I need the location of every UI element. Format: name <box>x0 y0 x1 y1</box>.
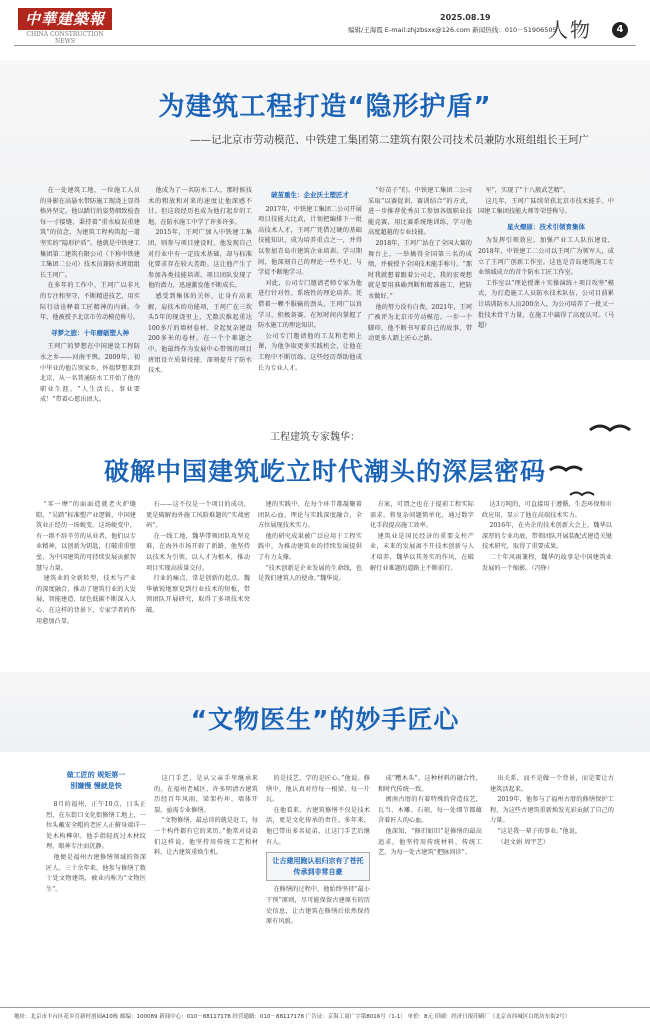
article1-column-3 <box>258 186 362 372</box>
article2-kicker: 工程建筑专家魏华： <box>270 432 360 443</box>
article2-column-4 <box>370 500 474 660</box>
paragraph: “好苗子”们。中铁建工集团二公司采取“以赛促训、赛训结合”的方式，进一步推荐优秀员工参加各级职业技能竞赛，用比赛系统地训练，学习他高度超越的专业技能。 <box>368 187 472 237</box>
article2-column-2 <box>146 500 250 660</box>
section-title: 人物 <box>548 18 592 42</box>
paragraph: 成“糟木头”，这种材料的融合性，和时代传统一致。 <box>378 775 482 793</box>
paragraph: 在一线工地，魏华带领团队攻坚克难，在海外市场开辟了新路，他坚持以技术为引领、以人才为根本，推动项目实现高质量交付。 <box>146 532 250 572</box>
article1-headline: 为建筑工程打造“隐形护盾” <box>158 92 492 122</box>
paragraph: “这是我一辈子的事业。”他说。 <box>497 827 582 835</box>
paragraph: 闽南古厝的有着特殊的营造技艺，瓦当、木雕、石刻，每一处细节都蕴含着匠人的心血。 <box>378 796 482 825</box>
bird-icon <box>570 493 594 496</box>
article3-column-3 <box>266 774 370 998</box>
paragraph: “技术创新是企业发展的生命线，也是我们建筑人的使命。”魏华说。 <box>258 564 362 583</box>
article1-subhead-3: 星火燎原：技术引领育集体 <box>507 222 585 231</box>
paragraph: 石——这不仅是一个项目的成功，更是破解海外施工风险难题的“实战密码”。 <box>146 501 250 530</box>
page-number: 4 <box>612 22 628 38</box>
paragraph: 军”，实现了“十八般武艺精”。 <box>485 187 570 194</box>
paragraph: 他深知，“修旧如旧”是修缮的最高追求，他坚持用传统材料、传统工艺，为每一处古建筑“把脉问诊”。 <box>378 827 482 857</box>
article3-column-5 <box>490 774 614 998</box>
paragraph: 这门手艺，是从父亲手里继承来的。在福州老城区，许多明清古建筑历经百年风雨，梁架朽坏、墙体开裂，亟需专业修缮。 <box>154 775 258 814</box>
paragraph: “文物修缮，最忌讳的就是赶工，每一个构件都有它的来历。”他常对徒弟们这样说。他坚持用传统工艺和材料，让古建筑重焕生机。 <box>154 817 258 857</box>
paragraph: 王珂广的梦想在中国建设工程防水之乡——河南平舆。2009年，初中毕业的他告别家乡，怀揣梦想来到北京，从一名普通防水工开始了他的职业生涯。“人生活长，事业要成！”带着心愿出团大。 <box>40 343 140 404</box>
article1-subhead-1: 寻梦之旅：十年磨砺塑人神 <box>51 328 129 337</box>
article1-subhead-2: 破茧重生：企业沃土塑匠才 <box>271 191 349 199</box>
paragraph: 出关系，而不是做一个背景，而是要让古建筑活起来。 <box>490 775 614 793</box>
paragraph: 在一处建筑工地，一位施工人员的身影在高悬水带防施工现浇上显得格外坚定。他以踏行的姿势细致检查每一寸接缝，秉持着“重水痕误重建筑”的信念，为建筑工程构筑起一道坚实的“隐形护盾”。他就是中铁建工集团第二建筑有限公司（下称中铁建工集团二公司）技术员兼防水班组组长王珂广。 <box>40 187 140 279</box>
bird-icon <box>590 426 630 430</box>
article2-column-1 <box>36 500 136 660</box>
paragraph: 2017年，中铁建工集团二公司开展项目技能大比武，计划把编排下一批高技术人才，王珂广凭借过硬的基础技能知识，成为培养重点之一，并得以参加青岛市建筑企业培训。学习期间，他深刻自己的理论一些不足，与学徒不断地学习。 <box>258 205 362 277</box>
paragraph: 对此，公司专门邀请老师专家为他进行针对性、系统性的理论培养。凭借着一颗不服输的劲头，王珂广以真学习、积极备赛、在短时间内掌握了防水施工的理论知识。 <box>258 279 362 330</box>
article3-headline: “文物医生”的妙手匠心 <box>190 705 460 734</box>
paragraph: 的是技艺，学的是匠心。”他说。修缮中，他认真对待每一根梁、每一片瓦。 <box>266 775 370 804</box>
masthead-rule <box>14 45 636 46</box>
paragraph: 建筑业的全新转型，技术与产业的深度融合，推动了建筑行业的大发展，智能建造、绿色低碳不断深入人心，在这样的背景下，专家学者的作用愈加凸显。 <box>36 575 136 625</box>
article1-column-1 <box>40 186 140 404</box>
paragraph: 方案，可谓之也在于提前工程实际需求，将复杂问题简单化，通过数字化手段提高施工效率。 <box>370 501 474 530</box>
article3-highlight-quote: 让古建用跑认祖归宗有了苍托 传承到非常自豪 <box>266 852 370 881</box>
article3-column-2 <box>154 774 258 998</box>
article2-column-3 <box>258 500 362 660</box>
newspaper-logo: 中華建築報 <box>18 8 112 30</box>
paragraph: 他成为了一名防水工人，那时候技术的粗放和对来的速度让他深感不甘。但这段经历也成为他打起步的工地，在防水施工中学了许多许多。 <box>148 187 252 226</box>
article1-column-5 <box>478 186 614 341</box>
paragraph: 2016年，在央企的技术创新大会上，魏华以深厚的专业功底，带领团队开展装配式建造关键技术研究，取得了重要成果。 <box>482 522 612 551</box>
article1-subtitle: ——记北京市劳动模范、中铁建工集团第二建筑有限公司技术员兼防水班组组长王珂广 <box>190 134 589 146</box>
article3-column-4 <box>378 774 482 998</box>
paragraph: 2015年，王珂广加入中铁建工集团，则参与项目建设时，他发现自己对行业中有一定技术基础，却与标准化要求存在较大差距。这让他产生了参加各类技能培训。项目团队发现了他的潜力，迅速激发他不断成长。 <box>148 229 252 290</box>
paragraph: “零一摩”的面面造就老火炉缝隙，“吴踏”标准塑产业逻辑，中国建筑业正经历一场蜕变。这场蜕变中，有一群不辞辛劳的从业者，他们以专业精神，以创新为钥匙，打破重重壁垒，为中国建筑的可持续发展贡献智慧与力量。 <box>36 501 136 572</box>
paragraph: 在他看来，古建筑修缮不仅是技术活，更是文化传承的责任。多年来，他已带出多名徒弟，让这门手艺后继有人。 <box>266 806 370 846</box>
issue-date: 2025.08.19 <box>440 13 491 22</box>
paragraph: 公司专门邀请他的工友和老师上课，为他争取更多实践机会，让他在工程中不断历练。这些经历帮助他成长为专业人才。 <box>258 332 362 372</box>
article1-column-4 <box>368 186 472 341</box>
paragraph: 为发挥引领效应，加强产业工人队伍建设，2018年，中铁建工二公司以王珂广为领军人，成立了王珂广创新工作室。这也是青岛建筑施工专业领域成立的首个防水工匠工作室。 <box>478 237 614 277</box>
paragraph: 行业的痛点，常是创新的起点。魏华敏锐地察觉到行业技术的短板，带领团队开展研究，取得了多项技术突破。 <box>146 575 250 614</box>
article2-headline: 破解中国建筑屹立时代潮头的深层密码 <box>103 457 546 486</box>
paragraph: （赵文娟 周宇艺） <box>497 838 549 846</box>
article3-sidebar-title: 做工匠的 规矩第一 别嫌慢 慢就是快 <box>66 771 126 790</box>
paragraph: 这几年，王珂广陆续荣获北京市技术能手、中国建工集团技能大师等荣誉称号。 <box>478 197 614 216</box>
paragraph: 他的研究成果被广泛应用于工程实践中，为推动建筑业的持续发展提供了有力支撑。 <box>258 532 362 561</box>
masthead <box>0 0 650 46</box>
newspaper-logo-subtitle: CHINA CONSTRUCTION NEWS <box>26 31 104 45</box>
paragraph: 他的努力没有白费。2021年，王珂广被评为北京市劳动模范。一步一个脚印，他不断书写着自己的故事，带动更多人踏上匠心之路。 <box>368 303 472 343</box>
article3-column-1 <box>46 800 146 998</box>
footer-imprint: 地址：北京市丰台区花乡育新村创园A10栋 邮编：100089 新闻中心：010－88117178 经营通路：010－88117178 广告证：京海工商广字第8016号（1-1） 单价：8元 印刷：经济日报印刷厂（北京市西城区白纸坊东街2号） <box>0 1007 650 1024</box>
editor-line: 编辑/王海霞 E-mail:zhjzbsxx@126.com 新闻热线：010－51906505 <box>348 26 557 34</box>
paragraph: 二十年风雨兼程，魏华的故事是中国建筑业发展的一个缩影。（冯铮） <box>482 553 612 572</box>
article1-column-2 <box>148 186 252 375</box>
paragraph: 在多年的工作中，王珂广以非凡的专注和坚守，不断精进技艺，用实际行动诠释着工匠精神的内涵。今年，他被授予北京市劳动模范称号。 <box>40 282 140 322</box>
paragraph: 在修缮的过程中，他始终坚持“最小干预”原则，尽可能保留古建原有的历史信息，让古建筑在修缮后依然保持原有风貌。 <box>266 886 370 926</box>
paragraph: 他便是福州古建修缮领域的资深匠人。三十余年来，他参与修缮了数十处文物建筑，被业内称为“文物医生”。 <box>46 853 146 893</box>
paragraph: 工作室以“理论授课＋实操演练＋项目攻坚”模式，为打造施工人员防水技术队伍，公司目前累计培训防水人员200余人，为公司培养了一批又一批技术骨干力量，在施工中赢得了高度认可。（马超） <box>478 279 614 330</box>
paragraph: 达3万吨的，可直接用于遵循，生态环保和市政应用，显示了他在高端技术实力。 <box>482 501 612 519</box>
paragraph: 2018年，王珂广站在了全国大赛的舞台上，一举摘得全国第三名的成绩，并被授予全国技术能手称号。“那时我就想着跟着公司走，我的宏观想就是要用准确判断和精准施工，把防水做好。” <box>368 239 472 300</box>
paragraph: 建的实践中，在每个环节都凝聚着团队心血，理论与实践深度融合，全方位展现技术实力。 <box>258 501 362 530</box>
paragraph: 建筑业是国民经济的重要支柱产业，未来的发展离不开技术创新与人才培养，魏华以其务实的作风，在破解行业难题的道路上不断前行。 <box>370 532 474 572</box>
paragraph: 感受到集体的关怀，让身有高来解，肩扶木的功能项，王珂广在三坎头5年的现浇里上，无数次推起重达100多斤的墙材卷材。全起复杂建设200多米的卷材。在一个个难题之中。他最终作为发展中心带领的项目班组设立质量技能、深刻提升了防水技术。 <box>148 292 252 375</box>
paragraph: 8月的福州，正午10点，日头正烈，在东街口文化街修缮工地上，一位头戴安全帽的老匠人正俯身端详一处木构榫卯。他手指轻抚过木材纹理，眼神专注而沉静。 <box>46 801 146 851</box>
paragraph: 2019年，他参与了福州古厝的修缮保护工程，为这些古建筑重新焕发光彩贡献了自己的力量。 <box>490 796 614 825</box>
article2-column-5 <box>482 500 612 660</box>
